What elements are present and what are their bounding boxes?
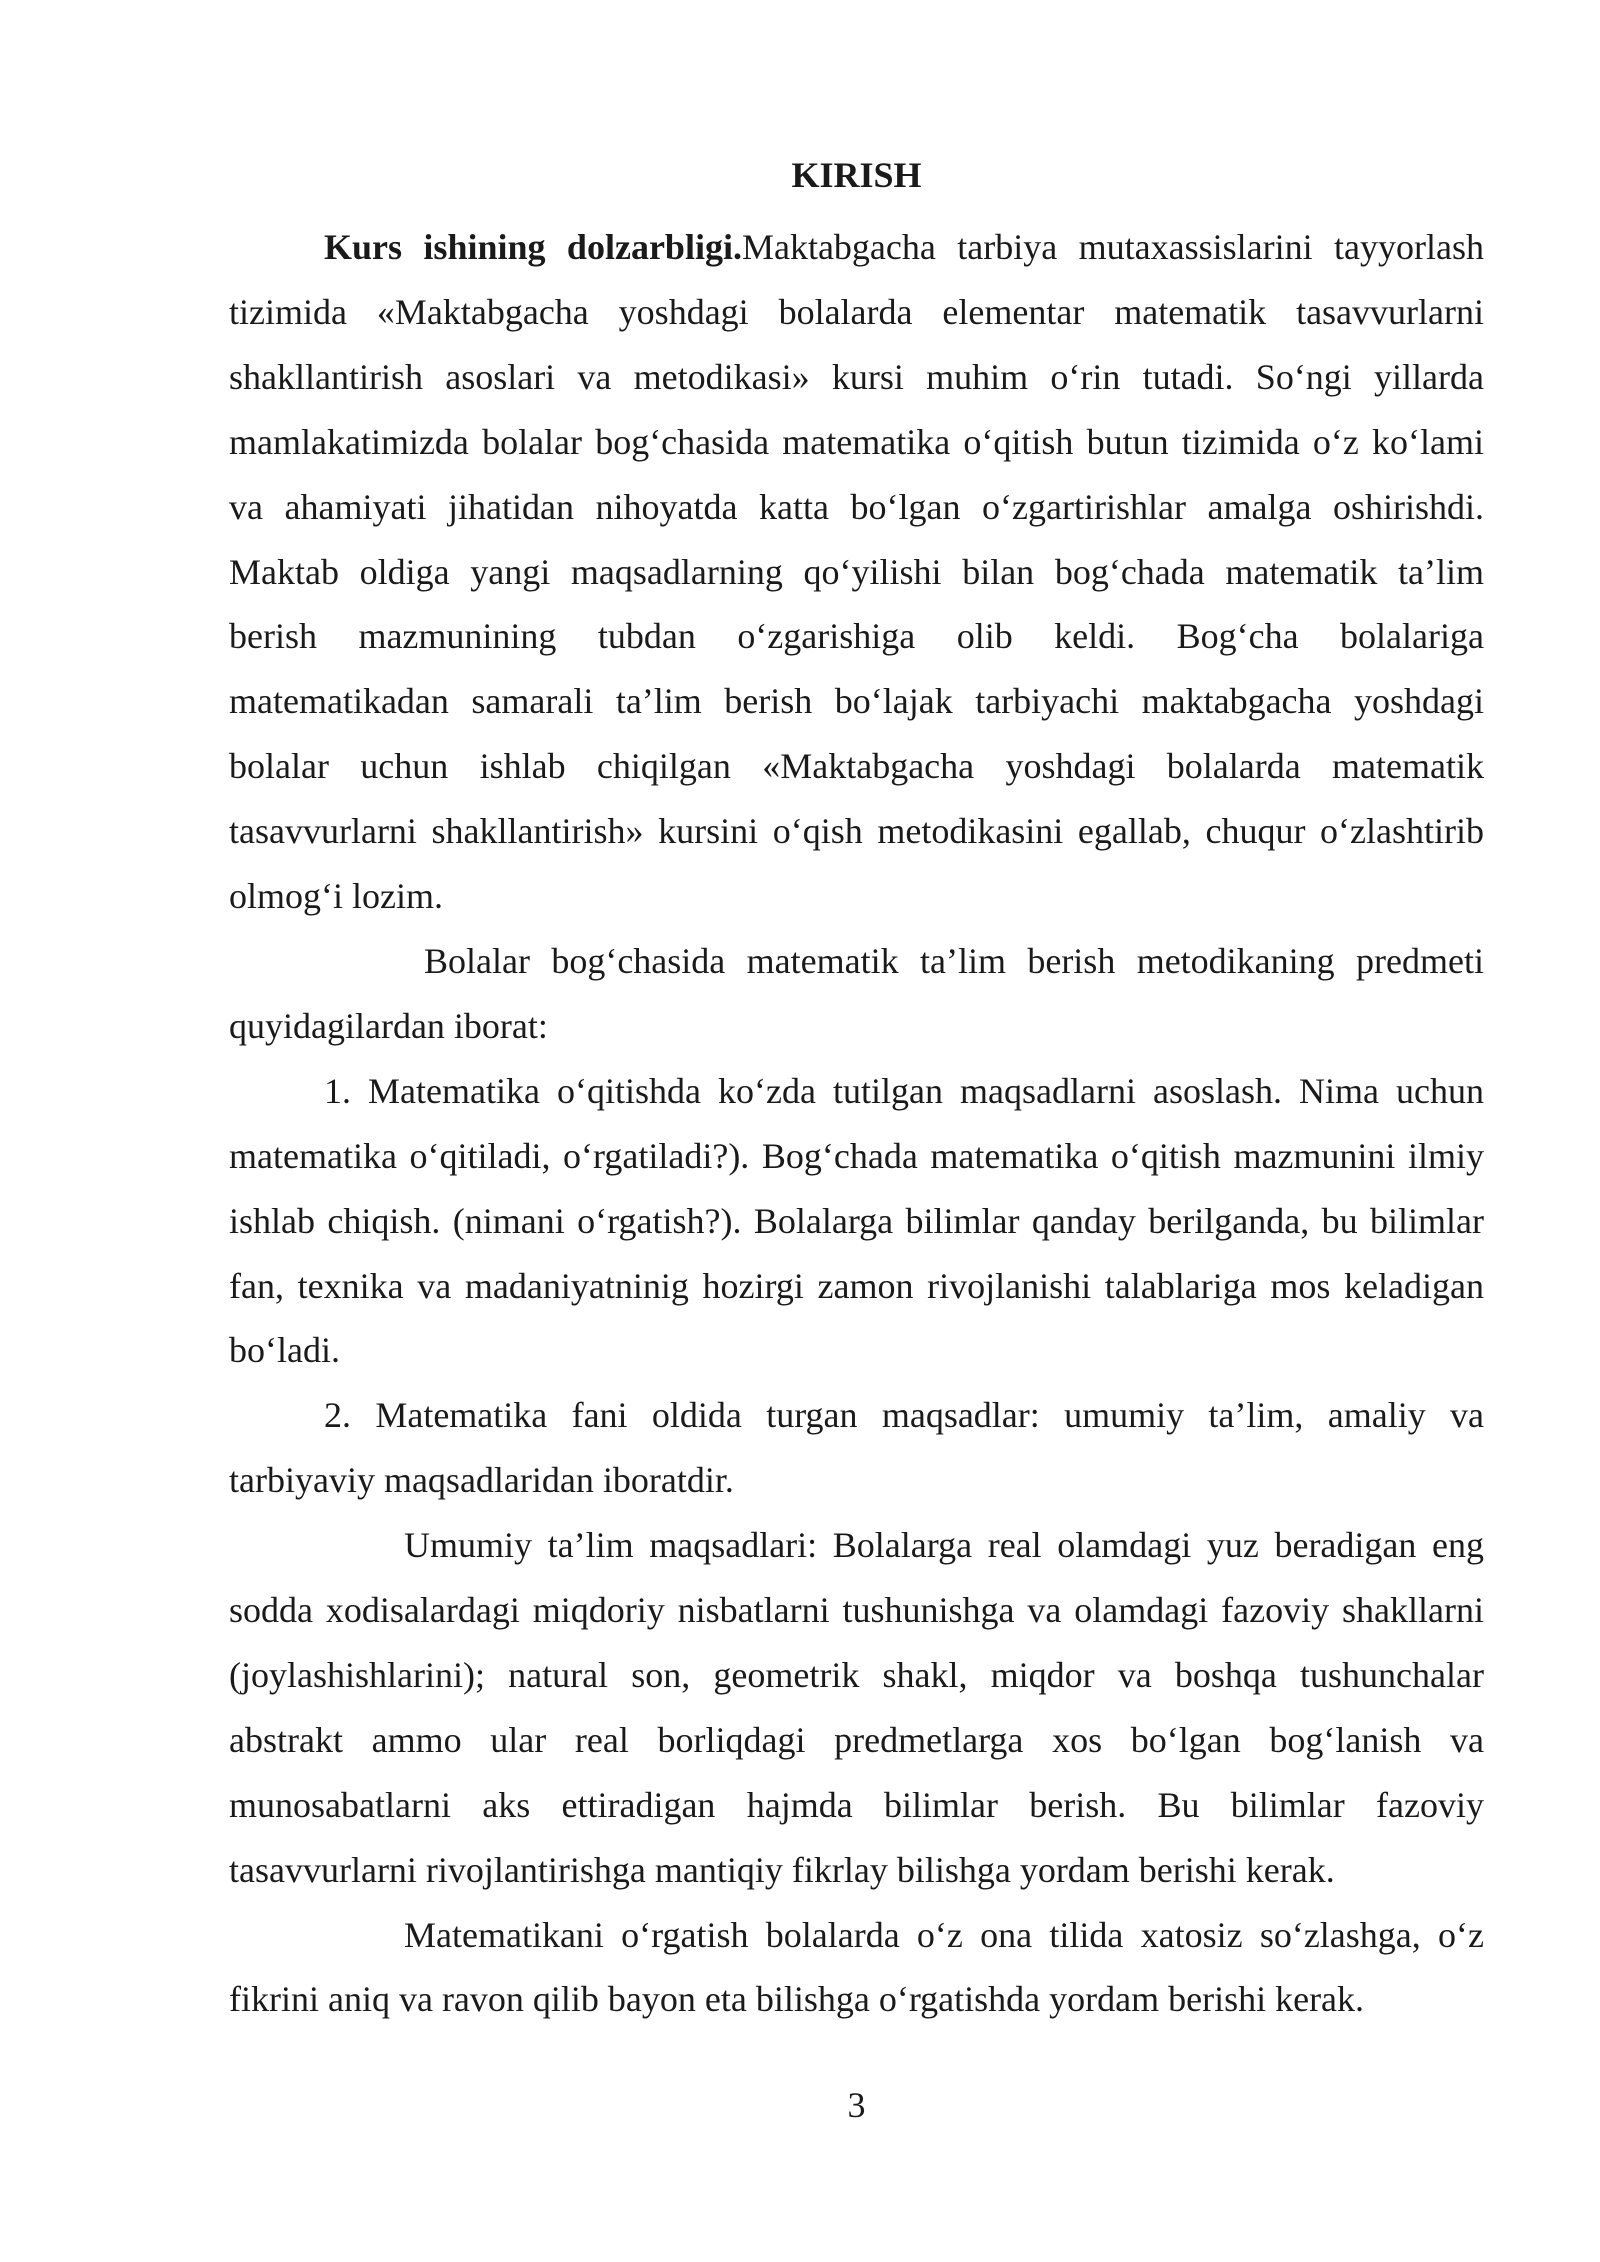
list-item-2: 2. Matematika fani oldida turgan maqsadlar: umumiy ta’lim, amaliy va tarbiyaviy maqsadlaridan iboratdir. xyxy=(229,1395,1484,1501)
body-text xyxy=(229,215,1484,2032)
page-number: 3 xyxy=(847,2085,866,2125)
paragraph-language: Matematikani o‘rgatish bolalarda o‘z ona tilida xatosiz so‘zlashga, o‘z fikrini aniq va ravon qilib bayon eta bilishga o‘rgatishda yordam berishi kerak. xyxy=(229,1914,1484,2020)
page-title: KIRISH xyxy=(791,155,922,195)
paragraph-relevance xyxy=(229,215,1484,929)
list-item-1: 1. Matematika o‘qitishda ko‘zda tutilgan maqsadlarni asoslash. Nima uchun matematika o‘qitiladi, o‘rgatiladi?). Bog‘chada matematika o‘qitish mazmunini ilmiy ishlab chiqish. (nimani o‘rgatish?). Bolalarga bilimlar qanday berilganda, bu bilimlar fan, texnika va madaniyatninig hozirgi zamon rivojlanishi talablariga mos keladigan bo‘ladi. xyxy=(229,1070,1484,1371)
paragraph-general-goals: Umumiy ta’lim maqsadlari: Bolalarga real olamdagi yuz beradigan eng sodda xodisalardagi miqdoriy nisbatlarni tushunishga va olamdagi fazoviy shakllarni (joylashishlarini); natural son, geometrik shakl, miqdor va boshqa tushunchalar abstrakt ammo ular real borliqdagi predmetlarga xos bo‘lgan bog‘lanish va munosabatlarni aks ettiradigan hajmda bilimlar berish. Bu bilimlar fazoviy tasavvurlarni rivojlantirishga mantiqiy fikrlay bilishga yordam berishi kerak. xyxy=(229,1525,1484,1890)
paragraph-lead: Kurs ishining dolzarbligi. xyxy=(324,227,742,267)
paragraph-text: Maktabgacha tarbiya mutaxassislarini tayyorlash tizimida «Maktabgacha yoshdagi bolalarda elementar matematik tasavvurlarni shakllantirish asoslari va metodikasi» kursi muhim o‘rin tutadi. So‘ngi yillarda mamlakatimizda bolalar bog‘chasida matematika o‘qitish butun tizimida o‘z ko‘lami va ahamiyati jihatidan nihoyatda katta bo‘lgan o‘zgartirishlar amalga oshirishdi. Maktab oldiga yangi maqsadlarning qo‘yilishi bilan bog‘chada matematik ta’lim berish mazmunining tubdan o‘zgarishiga olib keldi. Bog‘cha bolalariga matematikadan samarali ta’lim berish bo‘lajak tarbiyachi maktabgacha yoshdagi bolalar uchun ishlab chiqilgan «Maktabgacha yoshdagi bolalarda matematik tasavvurlarni shakllantirish» kursini o‘qish metodikasini egallab, chuqur o‘zlashtirib olmog‘i lozim. xyxy=(229,227,1484,917)
paragraph-subject: Bolalar bog‘chasida matematik ta’lim berish metodikaning predmeti quyidagilardan iborat: xyxy=(229,940,1484,1046)
